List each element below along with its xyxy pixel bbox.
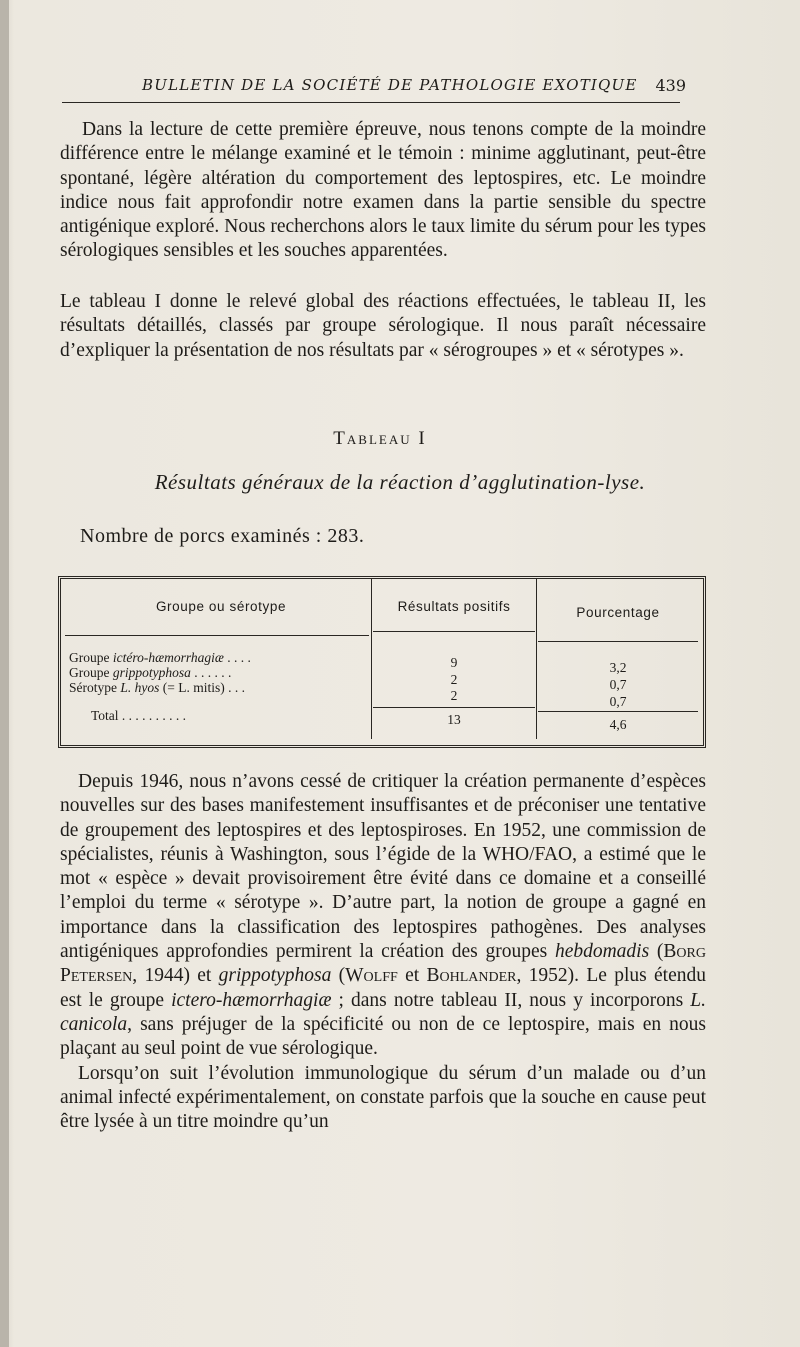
row-suffix: . . . . . . [190, 665, 232, 680]
table-col-divider-2 [536, 579, 537, 739]
table-total-rule-1 [373, 707, 535, 708]
table-header-rule [65, 635, 369, 636]
table-row-label [69, 681, 245, 695]
text-run: , 1944) et [132, 965, 219, 987]
text-run: Depuis 1946, nous n’avons cessé de critiquer la création permanente d’espèces nouvelles sur des bases manifestement insuffisantes et de préconiser une tentative de groupement des leptospires et des leptospiroses. En 1952, une commission de spécialistes, réunis à Washington, sous l’égide de la WHO/FAO, a estimé que le mot « espèce » devait provisoirement être évité dans ce domaine et a conseillé l’emploi du terme « sérotype ». D’autre part, la notion de groupe a gagné en importance dans la classification des leptospires pathogènes. Des analyses antigéniques approfondies permirent la création des groupes [60, 771, 706, 963]
table-cell-positive: 9 [450, 655, 458, 670]
running-head [62, 74, 686, 102]
italic-term: L. canicola [60, 989, 706, 1035]
text-run: et [397, 965, 427, 987]
table-title: Tableau I [333, 428, 427, 449]
italic-term: ictero-hæmorrhagiæ [171, 989, 332, 1011]
row-name: ictéro-hæmorrhagiæ [112, 650, 224, 665]
paragraph-3-body [60, 771, 706, 1059]
table-row-label [69, 666, 231, 680]
table-cell-percent: 3,2 [609, 660, 627, 675]
table-cell-positive: 2 [450, 688, 458, 703]
table-caption: Résultats généraux de la réaction d’agglutination-lyse. [154, 470, 646, 494]
header-positive: Résultats positifs [397, 599, 511, 614]
table-total-positive: 13 [447, 712, 461, 727]
header-rule [62, 102, 680, 103]
header-group: Groupe ou sérotype [155, 599, 287, 614]
text-run: , 1952). Le plus étendu est le groupe [60, 965, 707, 1011]
text-run: ( [649, 941, 664, 963]
row-name: L. hyos [120, 680, 160, 695]
paragraph-2: Le tableau I donne le relevé global des réactions effectuées, le tableau II, les résultats détaillés, classés par groupe sérologique. Il nous paraît nécessaire d’expliquer la présentation de nos résultats par « sérogroupes » et « sérotypes ». [60, 291, 706, 361]
author-name: Wolff [345, 965, 398, 987]
table-header-rule-3 [538, 641, 698, 642]
paragraph-1: Dans la lecture de cette première épreuve, nous tenons compte de la moindre différence entre le mélange examiné et le témoin : minime agglutinant, peut-être spontané, légère altération du comportement des leptospires, etc. Le moindre indice nous fait approfondir notre examen dans la partie sensible du spectre antigénique exploré. Nous recherchons alors le taux limite du sérum pour les types sérologiques sensibles et les souches apparentées. [60, 119, 706, 262]
text-run: , sans préjuger de la spécificité ou non de ce leptospire, mais en nous plaçant au seul point de vue sérologique. [60, 1013, 706, 1060]
author-name: Borg Petersen [60, 941, 706, 987]
row-suffix: . . . . [223, 650, 251, 665]
text-run: ; dans notre tableau II, nous y incorporons [331, 989, 691, 1011]
table-total-rule-2 [538, 711, 698, 712]
table-row-label [69, 651, 251, 665]
text-run: ( [331, 965, 346, 987]
table-total-percent: 4,6 [609, 717, 627, 732]
row-name: grippotyphosa [112, 665, 191, 680]
row-suffix: (= L. mitis) . . . [159, 680, 245, 695]
italic-term: hebdomadis [554, 941, 650, 963]
row-prefix: Groupe [69, 650, 113, 665]
italic-term: grippotyphosa [218, 965, 332, 987]
table-col-divider-1 [371, 579, 372, 739]
page-number: 439 [655, 76, 686, 95]
results-table [58, 576, 706, 748]
paragraph-4: Lorsqu’on suit l’évolution immunologique du sérum d’un malade ou d’un animal infecté expérimentalement, on constate parfois que la souche en cause peut être lysée à un titre moindre qu’un [60, 1062, 706, 1133]
row-prefix: Groupe [69, 665, 113, 680]
header-percent: Pourcentage [576, 605, 660, 620]
row-prefix: Sérotype [69, 680, 121, 695]
table-cell-percent: 0,7 [609, 677, 627, 692]
paragraph-3 [60, 770, 706, 1134]
page-spine-shadow [0, 0, 9, 1347]
table-total-label: Total . . . . . . . . . . [91, 708, 187, 723]
journal-title: BULLETIN DE LA SOCIÉTÉ DE PATHOLOGIE EXOTIQUE [142, 76, 638, 94]
author-name: Bohlander [426, 965, 517, 987]
table-cell-positive: 2 [450, 672, 458, 687]
table-cell-percent: 0,7 [609, 694, 627, 709]
table-header-rule-2 [373, 631, 535, 632]
table-count-line: Nombre de porcs examinés : 283. [80, 525, 365, 547]
